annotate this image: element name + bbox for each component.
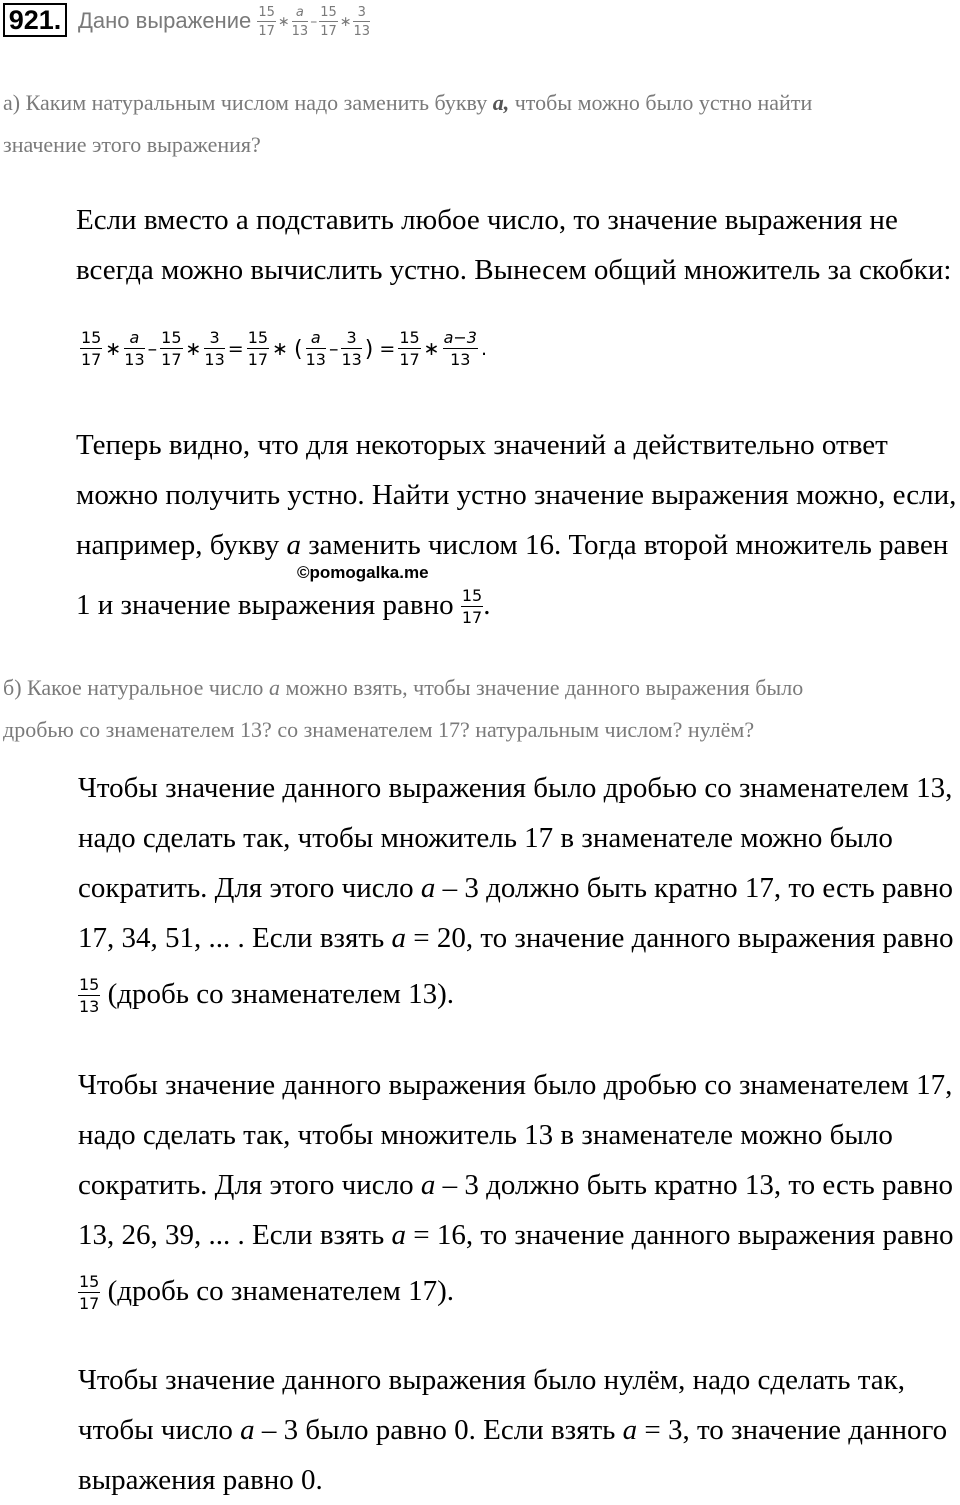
text-line: Чтобы значение данного выражения было дробью со знаменателем 17, — [78, 1069, 953, 1101]
fraction: $\frac{3}{13}$ — [353, 5, 371, 39]
statement-prefix: Дано выражение — [78, 7, 252, 33]
text-line: $\frac{15}{17}$ (дробь со знаменателем 17). — [79, 1272, 454, 1314]
part-a-paragraph-2 — [76, 420, 956, 570]
question-line: дробью со знаменателем 13? со знаменателем 17? натуральным числом? нулём? — [3, 717, 755, 742]
factoring-equation: $\frac{15}{17}$ ∗ $\frac{a}{13}$ – $\frac{15}{17}$ ∗ $\frac{3}{13}$ = $\frac{15}{17}$ ∗ ( $\frac{a}{13}$ – $\frac{3}{13}$ ) = $\frac{15}{17}$ ∗ $\frac{a-3}{13}$ . — [81, 328, 488, 369]
text-line: сократить. Для этого число а – 3 должно быть кратно 13, то есть равно — [78, 1169, 954, 1201]
fraction: $\frac{15}{17}$ — [461, 586, 483, 628]
text-line: чтобы число а – 3 было равно 0. Если взять а = 3, то значение данного — [78, 1414, 948, 1446]
fraction: $\frac{15}{17}$ — [320, 5, 337, 39]
fraction: $\frac{a}{13}$ — [291, 5, 309, 39]
fraction: $\frac{15}{17}$ — [79, 1272, 100, 1314]
fraction: $\frac{15}{17}$ — [161, 328, 182, 369]
part-b-paragraph-2 — [78, 1060, 954, 1322]
fraction: $\frac{a}{13}$ — [124, 328, 145, 369]
text-line: 17, 34, 51, ... . Если взять а = 20, то значение данного выражения равно — [78, 922, 954, 954]
fraction: $\frac{3}{13}$ — [204, 328, 225, 369]
text-line: Чтобы значение данного выражения было нулём, надо сделать так, — [78, 1364, 905, 1396]
fraction: $\frac{15}{17}$ — [81, 328, 102, 369]
part-b-paragraph-1 — [78, 763, 954, 1025]
watermark: ©pomogalka.me — [297, 563, 429, 582]
text-line: 13, 26, 39, ... . Если взять а = 16, то значение данного выражения равно — [78, 1219, 954, 1251]
text-line: Теперь видно, что для некоторых значений а действительно ответ — [76, 429, 888, 461]
text-line: Если вместо а подставить любое число, то значение выражения не — [76, 204, 898, 236]
text-line: всегда можно вычислить устно. Вынесем общий множитель за скобки: — [76, 254, 952, 286]
fraction: $\frac{a}{13}$ — [305, 328, 326, 369]
part-a-conclusion: 1 и значение выражения равно $\frac{15}{17}$ . — [76, 586, 491, 628]
text-line: Чтобы значение данного выражения было дробью со знаменателем 13, — [78, 772, 953, 804]
text-line: сократить. Для этого число а – 3 должно быть кратно 17, то есть равно — [78, 872, 954, 904]
text-line: например, букву а заменить числом 16. Тогда второй множитель равен — [76, 529, 949, 561]
problem-number: 921. — [3, 3, 67, 37]
text-line: $\frac{15}{13}$ (дробь со знаменателем 13). — [79, 975, 454, 1017]
fraction: $\frac{15}{13}$ — [79, 975, 100, 1017]
problem-statement: Дано выражение $\frac{15}{17}$ ∗ $\frac{a}{13}$ – $\frac{15}{17}$ ∗ $\frac{3}{13}$ — [78, 5, 371, 39]
part-b-paragraph-3 — [78, 1355, 947, 1505]
fraction: $\frac{15}{17}$ — [258, 5, 275, 39]
question-line: а) Каким натуральным числом надо заменить букву a, чтобы можно было устно найти — [3, 90, 813, 115]
question-line: б) Какое натуральное число а можно взять, чтобы значение данного выражения было — [3, 675, 804, 700]
text-line: выражения равно 0. — [78, 1464, 323, 1496]
text-line: надо сделать так, чтобы множитель 17 в знаменателе можно было — [78, 822, 893, 854]
fraction: $\frac{15}{17}$ — [247, 328, 269, 369]
fraction: $\frac{3}{13}$ — [341, 328, 362, 369]
text-line: можно получить устно. Найти устно значение выражения можно, если, — [76, 479, 957, 511]
part-b-question — [3, 667, 803, 751]
part-a-paragraph-1 — [76, 195, 951, 295]
question-line: значение этого выражения? — [3, 132, 261, 157]
text-line: надо сделать так, чтобы множитель 13 в знаменателе можно было — [78, 1119, 893, 1151]
fraction: $\frac{a-3}{13}$ — [443, 328, 477, 369]
fraction: $\frac{15}{17}$ — [399, 328, 420, 369]
part-a-question — [3, 82, 812, 166]
